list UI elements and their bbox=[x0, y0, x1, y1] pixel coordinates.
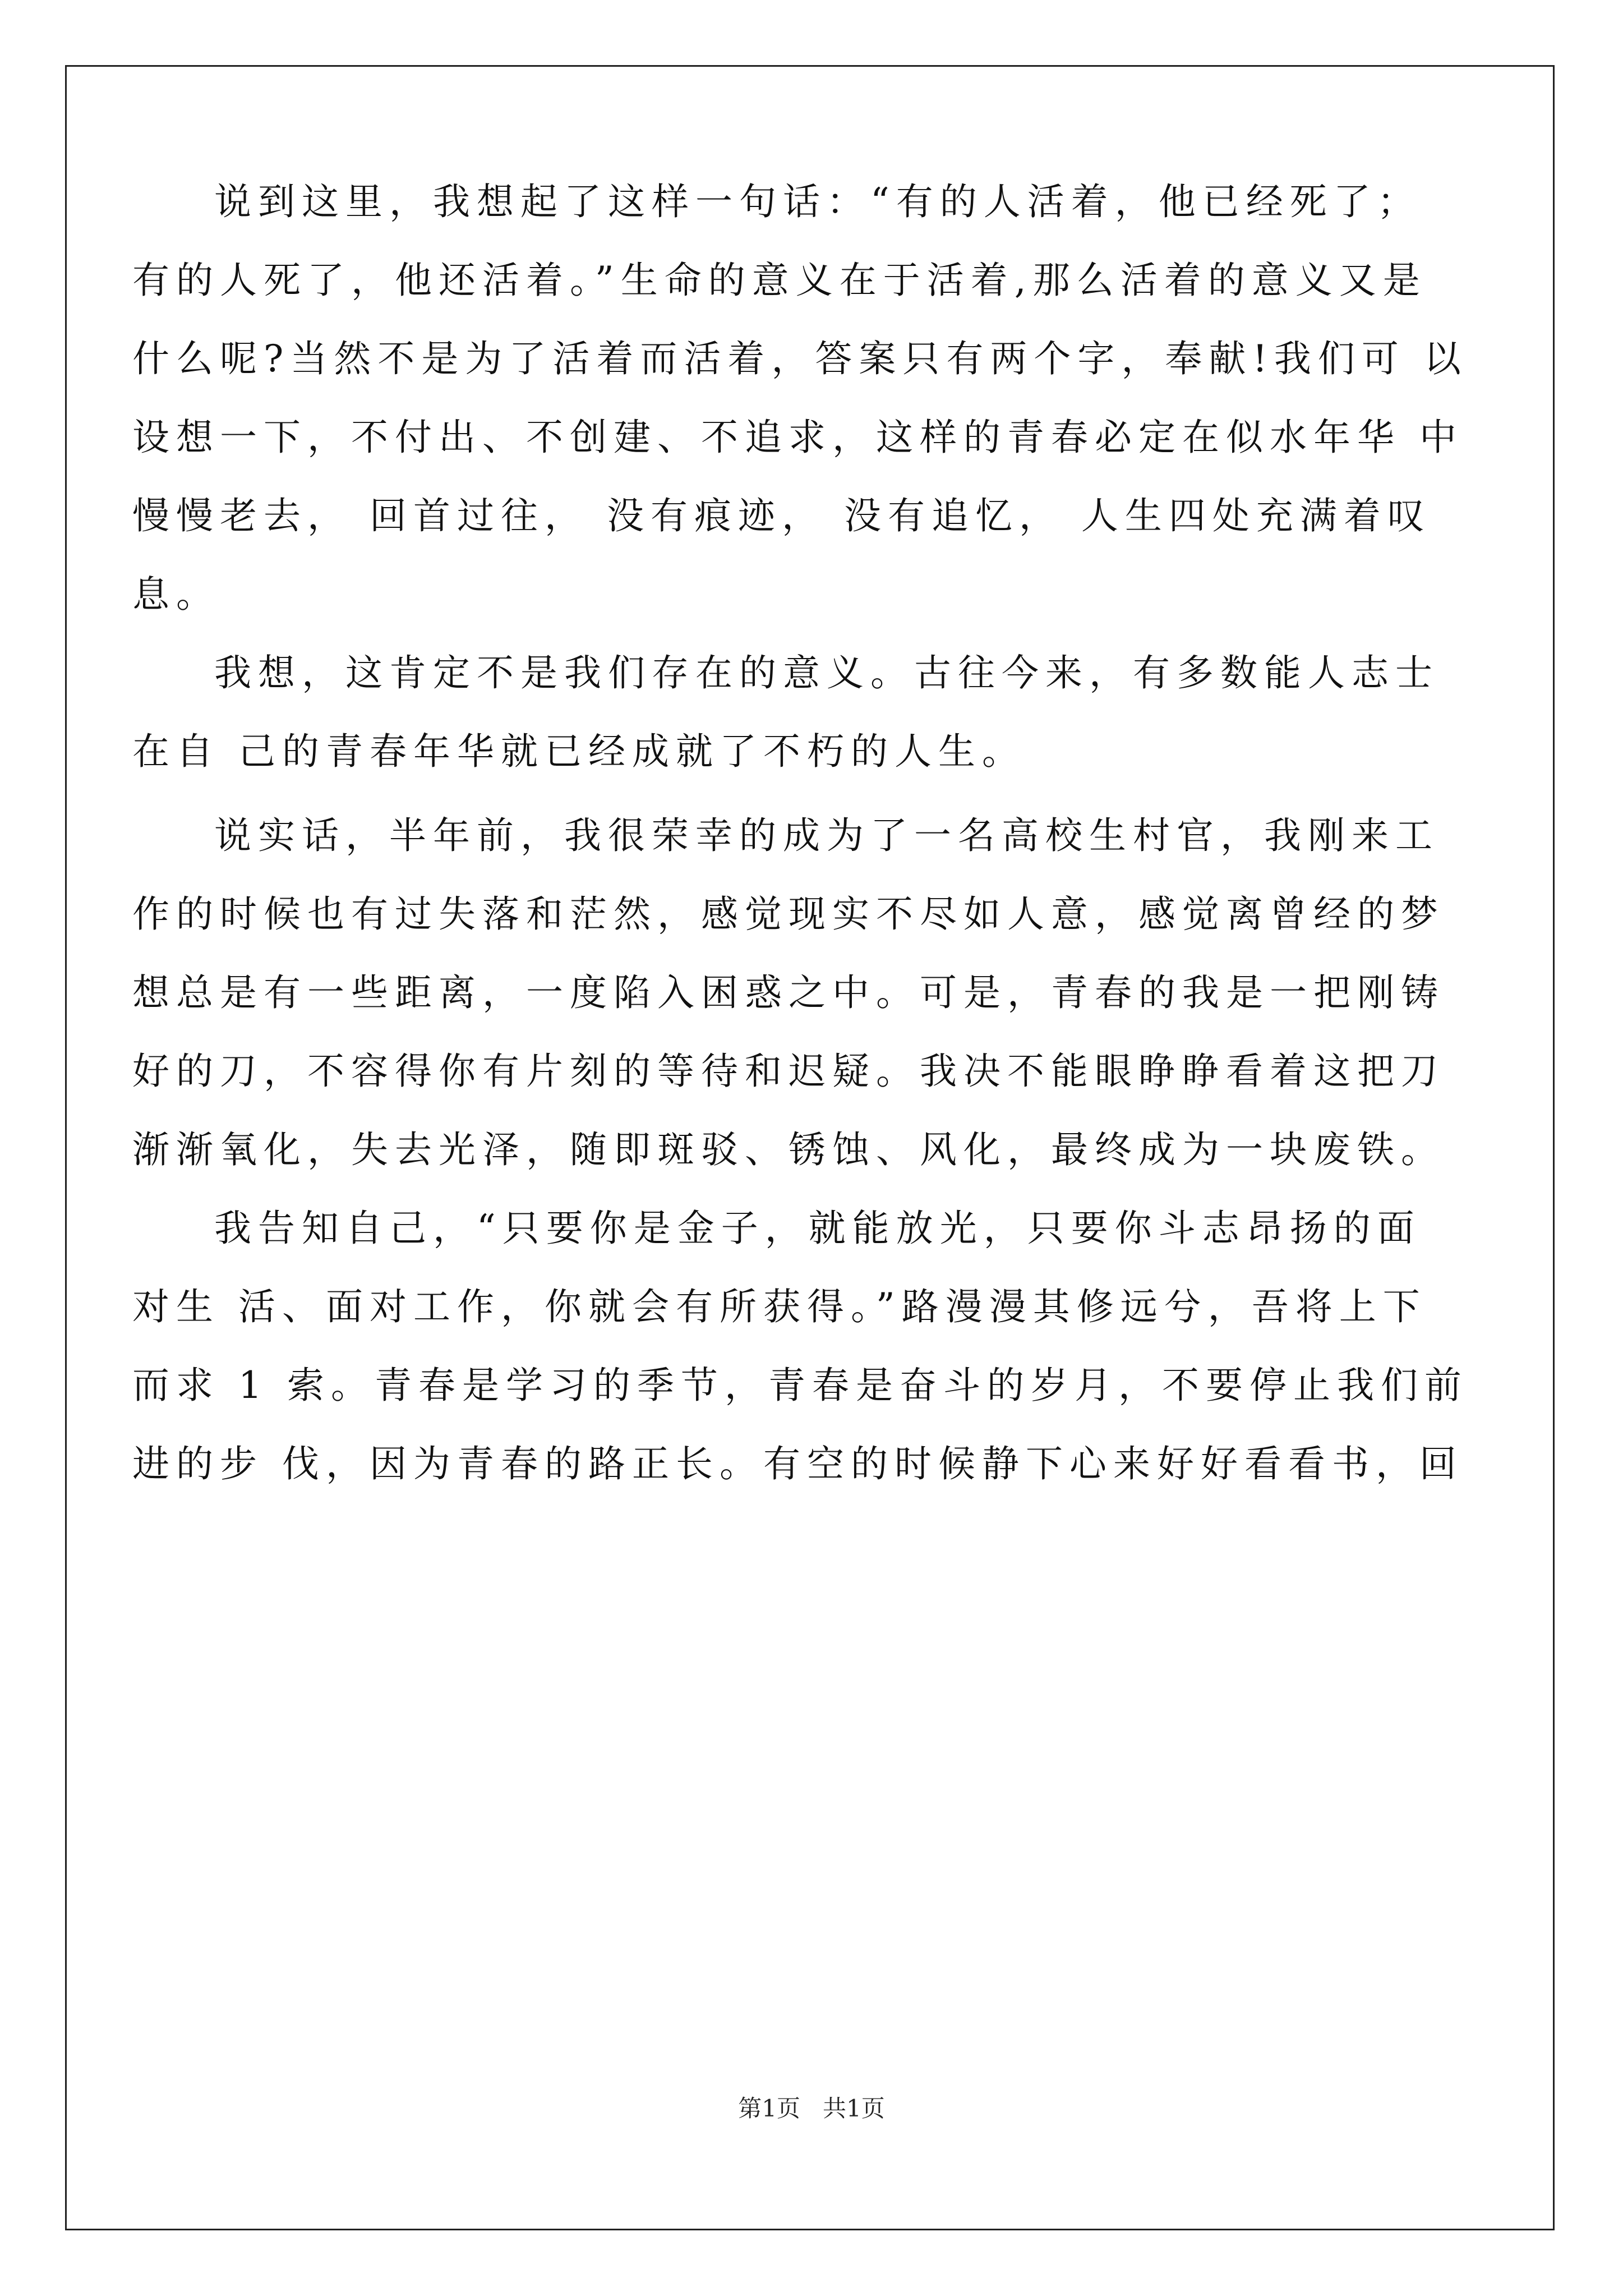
text-line: 息。 bbox=[132, 573, 220, 616]
page-total: 共1页 bbox=[823, 2095, 885, 2122]
page-footer bbox=[0, 2090, 1623, 2124]
text-line: 慢慢老去， 回首过往， 没有痕迹， 没有追忆， 人生四处充满着叹 bbox=[132, 494, 1431, 537]
text-line: 设想一下，不付出、不创建、不追求，这样的青春必定在似水年华 中 bbox=[132, 416, 1463, 459]
text-line: 渐渐氧化，失去光泽，随即斑驳、锈蚀、风化，最终成为一块废铁。 bbox=[132, 1128, 1445, 1171]
text-line: 有的人死了，他还活着。”生命的意义在于活着,那么活着的意义又是 bbox=[132, 259, 1427, 302]
text-line: 而求 1 索。青春是学习的季节，青春是奋斗的岁月，不要停止我们前 bbox=[132, 1364, 1468, 1407]
footer-spacer bbox=[800, 2095, 823, 2122]
text-line: 好的刀，不容得你有片刻的等待和迟疑。我决不能眼睁睁看着这把刀 bbox=[132, 1050, 1445, 1093]
page-number: 第1页 bbox=[738, 2095, 800, 2122]
text-line: 我告知自己，“只要你是金子，就能放光，只要你斗志昂扬的面 bbox=[214, 1207, 1421, 1250]
text-line: 在自 己的青春年华就已经成就了不朽的人生。 bbox=[132, 730, 1026, 773]
text-line: 什么呢?当然不是为了活着而活着，答案只有两个字，奉献!我们可 以 bbox=[132, 337, 1468, 380]
text-line: 进的步 伐，因为青春的路正长。有空的时候静下心来好好看看书，回 bbox=[132, 1442, 1463, 1485]
text-line: 对生 活、面对工作，你就会有所获得。”路漫漫其修远兮，吾将上下 bbox=[132, 1285, 1427, 1328]
text-line: 作的时候也有过失落和茫然，感觉现实不尽如人意，感觉离曾经的梦 bbox=[132, 892, 1445, 936]
text-line: 说实话，半年前，我很荣幸的成为了一名高校生村官，我刚来工 bbox=[214, 814, 1439, 857]
text-line: 我想，这肯定不是我们存在的意义。古往今来，有多数能人志士 bbox=[214, 651, 1439, 694]
text-line: 想总是有一些距离，一度陷入困惑之中。可是，青春的我是一把刚铸 bbox=[132, 971, 1445, 1014]
text-line: 说到这里，我想起了这样一句话：“有的人活着，他已经死了； bbox=[214, 180, 1421, 223]
